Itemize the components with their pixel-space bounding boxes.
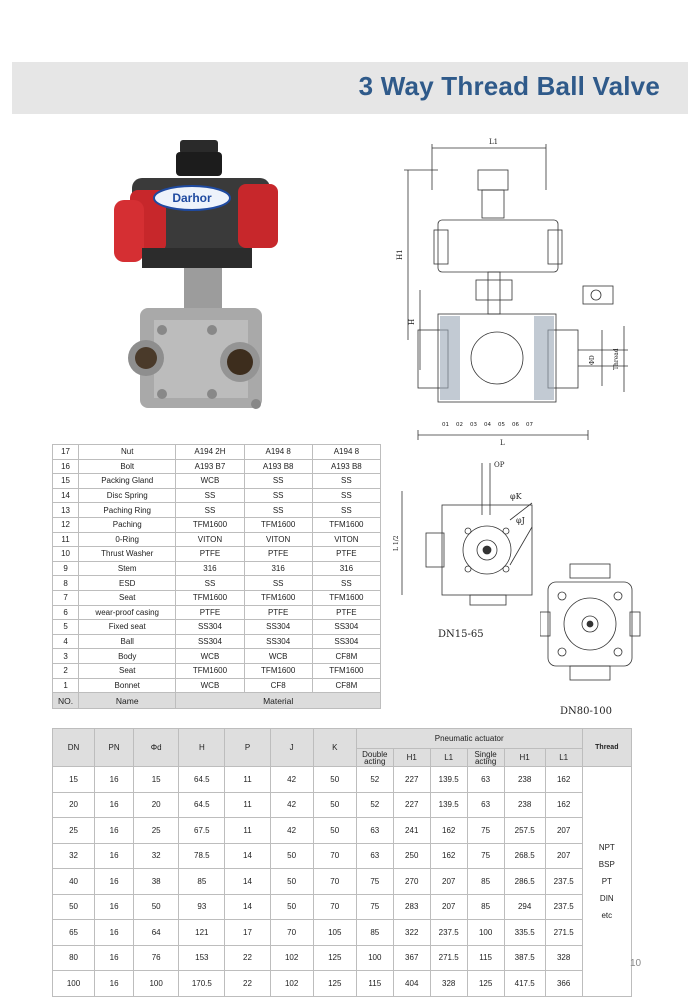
spec-cell: 271.5 bbox=[430, 945, 467, 971]
header-j: J bbox=[270, 729, 313, 767]
parts-cell-m3: A193 B8 bbox=[312, 459, 380, 474]
label-dn-large: DN80-100 bbox=[560, 706, 612, 717]
parts-cell-m3: TFM1600 bbox=[312, 517, 380, 532]
parts-cell-m2: SS304 bbox=[244, 634, 312, 649]
callout-06: 06 bbox=[512, 422, 519, 428]
parts-cell-name: Stem bbox=[79, 561, 176, 576]
header-l1-double: L1 bbox=[430, 749, 467, 767]
parts-cell-no: 16 bbox=[53, 459, 79, 474]
spec-cell: 139.5 bbox=[430, 792, 467, 818]
header-p: P bbox=[225, 729, 270, 767]
label-h: H bbox=[408, 318, 416, 325]
parts-cell-m3: SS304 bbox=[312, 634, 380, 649]
spec-cell: 75 bbox=[356, 894, 393, 920]
label-l: L bbox=[500, 439, 505, 447]
parts-cell-m3: A194 8 bbox=[312, 445, 380, 460]
parts-cell-no: 17 bbox=[53, 445, 79, 460]
label-thread: Thread bbox=[613, 348, 620, 370]
parts-cell-m3: SS304 bbox=[312, 620, 380, 635]
spec-cell: 50 bbox=[53, 894, 95, 920]
spec-row bbox=[53, 971, 632, 997]
spec-cell: 63 bbox=[467, 767, 504, 793]
parts-cell-m3: TFM1600 bbox=[312, 590, 380, 605]
parts-cell-m3: VITON bbox=[312, 532, 380, 547]
spec-cell: 85 bbox=[179, 869, 225, 895]
parts-row bbox=[53, 459, 381, 474]
parts-cell-name: Disc Spring bbox=[79, 488, 176, 503]
spec-cell: 207 bbox=[430, 869, 467, 895]
parts-cell-name: Seat bbox=[79, 590, 176, 605]
top-view-small bbox=[390, 455, 540, 645]
spec-cell: 286.5 bbox=[504, 869, 545, 895]
spec-cell: 162 bbox=[545, 792, 582, 818]
spec-cell: 50 bbox=[134, 894, 179, 920]
parts-cell-m1: TFM1600 bbox=[176, 590, 244, 605]
parts-cell-no: 14 bbox=[53, 488, 79, 503]
spec-cell: 85 bbox=[356, 920, 393, 946]
thread-types-cell bbox=[582, 767, 631, 997]
parts-cell-no: 9 bbox=[53, 561, 79, 576]
parts-cell-m2: SS bbox=[244, 488, 312, 503]
parts-cell-m1: A194 2H bbox=[176, 445, 244, 460]
parts-cell-m2: PTFE bbox=[244, 605, 312, 620]
spec-row bbox=[53, 843, 632, 869]
header-h: H bbox=[179, 729, 225, 767]
spec-cell: 70 bbox=[270, 920, 313, 946]
spec-cell: 250 bbox=[393, 843, 430, 869]
spec-cell: 153 bbox=[179, 945, 225, 971]
parts-cell-name: ESD bbox=[79, 576, 176, 591]
spec-cell: 121 bbox=[179, 920, 225, 946]
brand-logo-text: Darhor bbox=[172, 191, 212, 205]
label-phi-d: ΦD bbox=[589, 355, 596, 365]
thread-type: NPT bbox=[598, 842, 615, 852]
parts-cell-m3: PTFE bbox=[312, 605, 380, 620]
spec-cell: 16 bbox=[95, 920, 134, 946]
parts-cell-no: 13 bbox=[53, 503, 79, 518]
parts-table bbox=[52, 444, 381, 709]
parts-cell-m2: PTFE bbox=[244, 547, 312, 562]
spec-row bbox=[53, 818, 632, 844]
parts-cell-name: Paching Ring bbox=[79, 503, 176, 518]
label-dn-small: DN15-65 bbox=[438, 629, 484, 640]
spec-cell: 100 bbox=[356, 945, 393, 971]
spec-table-body bbox=[53, 767, 632, 997]
sectional-drawing bbox=[378, 130, 698, 450]
thread-type: DIN bbox=[599, 893, 614, 903]
spec-cell: 64 bbox=[134, 920, 179, 946]
spec-cell: 328 bbox=[545, 945, 582, 971]
spec-cell: 16 bbox=[95, 869, 134, 895]
callout-02: 02 bbox=[456, 422, 463, 428]
spec-cell: 268.5 bbox=[504, 843, 545, 869]
parts-table-body bbox=[53, 445, 381, 709]
spec-cell: 22 bbox=[225, 971, 270, 997]
header-dn: DN bbox=[53, 729, 95, 767]
spec-cell: 237.5 bbox=[545, 869, 582, 895]
label-phi-k: φK bbox=[510, 492, 522, 501]
parts-cell-name: 0-Ring bbox=[79, 532, 176, 547]
spec-cell: 125 bbox=[313, 945, 356, 971]
spec-cell: 367 bbox=[393, 945, 430, 971]
parts-cell-m2: TFM1600 bbox=[244, 663, 312, 678]
parts-cell-name: wear-proof casing bbox=[79, 605, 176, 620]
thread-type: BSP bbox=[598, 859, 615, 869]
parts-header-no: NO. bbox=[53, 693, 79, 709]
parts-cell-no: 1 bbox=[53, 678, 79, 693]
parts-cell-name: Thrust Washer bbox=[79, 547, 176, 562]
spec-cell: 294 bbox=[504, 894, 545, 920]
parts-cell-m1: SS bbox=[176, 488, 244, 503]
parts-cell-m1: TFM1600 bbox=[176, 663, 244, 678]
spec-cell: 125 bbox=[467, 971, 504, 997]
parts-cell-no: 4 bbox=[53, 634, 79, 649]
callout-03: 03 bbox=[470, 422, 477, 428]
spec-cell: 50 bbox=[270, 894, 313, 920]
parts-cell-no: 5 bbox=[53, 620, 79, 635]
spec-cell: 238 bbox=[504, 767, 545, 793]
parts-cell-m1: PTFE bbox=[176, 605, 244, 620]
spec-cell: 14 bbox=[225, 843, 270, 869]
header-single-acting: Single acting bbox=[467, 749, 504, 767]
spec-cell: 78.5 bbox=[179, 843, 225, 869]
spec-cell: 257.5 bbox=[504, 818, 545, 844]
parts-cell-name: Paching bbox=[79, 517, 176, 532]
parts-cell-no: 10 bbox=[53, 547, 79, 562]
parts-cell-no: 11 bbox=[53, 532, 79, 547]
parts-cell-m2: CF8 bbox=[244, 678, 312, 693]
spec-cell: 404 bbox=[393, 971, 430, 997]
spec-cell: 76 bbox=[134, 945, 179, 971]
parts-row bbox=[53, 445, 381, 460]
spec-cell: 50 bbox=[270, 869, 313, 895]
parts-cell-m3: CF8M bbox=[312, 649, 380, 664]
parts-cell-m1: SS304 bbox=[176, 620, 244, 635]
spec-cell: 16 bbox=[95, 945, 134, 971]
parts-cell-no: 7 bbox=[53, 590, 79, 605]
parts-row bbox=[53, 517, 381, 532]
label-l1: L1 bbox=[489, 138, 499, 146]
spec-cell: 237.5 bbox=[430, 920, 467, 946]
spec-table bbox=[52, 728, 632, 997]
spec-cell: 115 bbox=[356, 971, 393, 997]
parts-row bbox=[53, 634, 381, 649]
parts-cell-m2: SS304 bbox=[244, 620, 312, 635]
parts-cell-m1: A193 B7 bbox=[176, 459, 244, 474]
spec-cell: 16 bbox=[95, 767, 134, 793]
parts-cell-no: 12 bbox=[53, 517, 79, 532]
spec-cell: 366 bbox=[545, 971, 582, 997]
spec-row bbox=[53, 920, 632, 946]
parts-cell-name: Bolt bbox=[79, 459, 176, 474]
spec-cell: 42 bbox=[270, 792, 313, 818]
spec-cell: 42 bbox=[270, 818, 313, 844]
callout-07: 07 bbox=[526, 422, 533, 428]
parts-cell-m3: 316 bbox=[312, 561, 380, 576]
parts-cell-name: Seat bbox=[79, 663, 176, 678]
callout-04: 04 bbox=[484, 422, 491, 428]
spec-cell: 15 bbox=[53, 767, 95, 793]
parts-cell-no: 3 bbox=[53, 649, 79, 664]
spec-row bbox=[53, 869, 632, 895]
parts-row bbox=[53, 488, 381, 503]
parts-row bbox=[53, 663, 381, 678]
spec-row bbox=[53, 894, 632, 920]
parts-cell-name: Fixed seat bbox=[79, 620, 176, 635]
spec-cell: 50 bbox=[313, 767, 356, 793]
parts-cell-no: 6 bbox=[53, 605, 79, 620]
top-view-large bbox=[540, 560, 690, 720]
spec-cell: 75 bbox=[356, 869, 393, 895]
parts-row bbox=[53, 620, 381, 635]
spec-cell: 283 bbox=[393, 894, 430, 920]
label-phi-j: φJ bbox=[516, 516, 525, 525]
header-thread: Thread bbox=[582, 729, 631, 767]
label-op: OP bbox=[494, 461, 505, 469]
header-h1-single: H1 bbox=[504, 749, 545, 767]
spec-cell: 207 bbox=[430, 894, 467, 920]
spec-cell: 38 bbox=[134, 869, 179, 895]
thread-type: PT bbox=[601, 876, 612, 886]
callout-01: 01 bbox=[442, 422, 449, 428]
parts-cell-name: Nut bbox=[79, 445, 176, 460]
spec-cell: 335.5 bbox=[504, 920, 545, 946]
spec-cell: 85 bbox=[467, 894, 504, 920]
spec-cell: 40 bbox=[53, 869, 95, 895]
header-l1-single: L1 bbox=[545, 749, 582, 767]
parts-cell-m1: WCB bbox=[176, 474, 244, 489]
spec-cell: 70 bbox=[313, 869, 356, 895]
header-h1-double: H1 bbox=[393, 749, 430, 767]
spec-cell: 14 bbox=[225, 869, 270, 895]
spec-cell: 11 bbox=[225, 792, 270, 818]
spec-cell: 22 bbox=[225, 945, 270, 971]
spec-cell: 52 bbox=[356, 792, 393, 818]
parts-cell-name: Ball bbox=[79, 634, 176, 649]
parts-cell-no: 2 bbox=[53, 663, 79, 678]
parts-cell-m3: SS bbox=[312, 503, 380, 518]
parts-cell-m2: WCB bbox=[244, 649, 312, 664]
spec-cell: 125 bbox=[313, 971, 356, 997]
spec-cell: 70 bbox=[313, 843, 356, 869]
parts-cell-m2: A194 8 bbox=[244, 445, 312, 460]
parts-row bbox=[53, 532, 381, 547]
spec-cell: 100 bbox=[467, 920, 504, 946]
page-title: 3 Way Thread Ball Valve bbox=[358, 71, 660, 101]
header-pn: PN bbox=[95, 729, 134, 767]
spec-cell: 75 bbox=[467, 818, 504, 844]
header-pneumatic-actuator: Pneumatic actuator bbox=[356, 729, 582, 749]
spec-cell: 64.5 bbox=[179, 767, 225, 793]
spec-row bbox=[53, 945, 632, 971]
spec-cell: 25 bbox=[134, 818, 179, 844]
spec-cell: 75 bbox=[467, 843, 504, 869]
parts-header-row bbox=[53, 693, 381, 709]
spec-cell: 16 bbox=[95, 843, 134, 869]
spec-cell: 207 bbox=[545, 843, 582, 869]
spec-cell: 42 bbox=[270, 767, 313, 793]
spec-cell: 70 bbox=[313, 894, 356, 920]
page-number: 10 bbox=[630, 958, 642, 969]
spec-cell: 162 bbox=[430, 843, 467, 869]
spec-cell: 50 bbox=[270, 843, 313, 869]
spec-cell: 14 bbox=[225, 894, 270, 920]
spec-cell: 20 bbox=[134, 792, 179, 818]
parts-cell-m1: WCB bbox=[176, 678, 244, 693]
parts-row bbox=[53, 678, 381, 693]
spec-cell: 11 bbox=[225, 818, 270, 844]
parts-header-material: Material bbox=[176, 693, 381, 709]
spec-cell: 64.5 bbox=[179, 792, 225, 818]
parts-header-name: Name bbox=[79, 693, 176, 709]
parts-cell-m3: SS bbox=[312, 488, 380, 503]
parts-row bbox=[53, 547, 381, 562]
thread-type: etc bbox=[601, 910, 613, 920]
parts-cell-m2: A193 B8 bbox=[244, 459, 312, 474]
spec-row bbox=[53, 767, 632, 793]
parts-cell-m2: TFM1600 bbox=[244, 517, 312, 532]
spec-cell: 237.5 bbox=[545, 894, 582, 920]
spec-cell: 63 bbox=[467, 792, 504, 818]
label-h1: H1 bbox=[396, 249, 404, 260]
spec-cell: 162 bbox=[545, 767, 582, 793]
spec-cell: 102 bbox=[270, 971, 313, 997]
parts-cell-m1: WCB bbox=[176, 649, 244, 664]
spec-cell: 227 bbox=[393, 767, 430, 793]
spec-cell: 93 bbox=[179, 894, 225, 920]
spec-cell: 67.5 bbox=[179, 818, 225, 844]
spec-cell: 85 bbox=[467, 869, 504, 895]
parts-cell-m1: 316 bbox=[176, 561, 244, 576]
parts-cell-m2: SS bbox=[244, 503, 312, 518]
spec-cell: 16 bbox=[95, 818, 134, 844]
spec-cell: 16 bbox=[95, 894, 134, 920]
spec-cell: 52 bbox=[356, 767, 393, 793]
spec-cell: 80 bbox=[53, 945, 95, 971]
spec-cell: 16 bbox=[95, 792, 134, 818]
spec-cell: 11 bbox=[225, 767, 270, 793]
title-band bbox=[12, 62, 688, 114]
parts-row bbox=[53, 605, 381, 620]
spec-cell: 387.5 bbox=[504, 945, 545, 971]
spec-cell: 207 bbox=[545, 818, 582, 844]
parts-cell-m2: 316 bbox=[244, 561, 312, 576]
parts-cell-m3: CF8M bbox=[312, 678, 380, 693]
parts-cell-m1: VITON bbox=[176, 532, 244, 547]
spec-cell: 32 bbox=[53, 843, 95, 869]
spec-cell: 105 bbox=[313, 920, 356, 946]
parts-cell-m2: VITON bbox=[244, 532, 312, 547]
spec-cell: 322 bbox=[393, 920, 430, 946]
spec-cell: 115 bbox=[467, 945, 504, 971]
spec-cell: 17 bbox=[225, 920, 270, 946]
parts-cell-m1: SS bbox=[176, 576, 244, 591]
spec-cell: 102 bbox=[270, 945, 313, 971]
parts-cell-m3: SS bbox=[312, 576, 380, 591]
header-phid: Φd bbox=[134, 729, 179, 767]
parts-cell-m1: SS bbox=[176, 503, 244, 518]
spec-cell: 32 bbox=[134, 843, 179, 869]
parts-cell-name: Packing Gland bbox=[79, 474, 176, 489]
spec-cell: 170.5 bbox=[179, 971, 225, 997]
parts-row bbox=[53, 590, 381, 605]
parts-cell-m2: TFM1600 bbox=[244, 590, 312, 605]
parts-row bbox=[53, 474, 381, 489]
parts-row bbox=[53, 649, 381, 664]
spec-row bbox=[53, 792, 632, 818]
spec-cell: 139.5 bbox=[430, 767, 467, 793]
spec-cell: 271.5 bbox=[545, 920, 582, 946]
parts-cell-no: 15 bbox=[53, 474, 79, 489]
parts-cell-m3: TFM1600 bbox=[312, 663, 380, 678]
spec-cell: 50 bbox=[313, 818, 356, 844]
spec-cell: 227 bbox=[393, 792, 430, 818]
parts-cell-m1: PTFE bbox=[176, 547, 244, 562]
parts-row bbox=[53, 576, 381, 591]
spec-cell: 270 bbox=[393, 869, 430, 895]
parts-row bbox=[53, 561, 381, 576]
parts-cell-m2: SS bbox=[244, 576, 312, 591]
callout-05: 05 bbox=[498, 422, 505, 428]
parts-cell-m1: SS304 bbox=[176, 634, 244, 649]
spec-cell: 15 bbox=[134, 767, 179, 793]
spec-cell: 241 bbox=[393, 818, 430, 844]
parts-cell-name: Bonnet bbox=[79, 678, 176, 693]
spec-cell: 100 bbox=[134, 971, 179, 997]
spec-cell: 238 bbox=[504, 792, 545, 818]
spec-cell: 65 bbox=[53, 920, 95, 946]
spec-cell: 50 bbox=[313, 792, 356, 818]
spec-cell: 20 bbox=[53, 792, 95, 818]
parts-cell-m1: TFM1600 bbox=[176, 517, 244, 532]
header-double-acting: Double acting bbox=[356, 749, 393, 767]
label-l-half: L 1/2 bbox=[393, 535, 400, 551]
spec-cell: 100 bbox=[53, 971, 95, 997]
parts-cell-name: Body bbox=[79, 649, 176, 664]
valve-photo bbox=[92, 140, 302, 430]
spec-cell: 63 bbox=[356, 818, 393, 844]
spec-cell: 25 bbox=[53, 818, 95, 844]
spec-cell: 16 bbox=[95, 971, 134, 997]
spec-cell: 328 bbox=[430, 971, 467, 997]
spec-cell: 417.5 bbox=[504, 971, 545, 997]
parts-cell-no: 8 bbox=[53, 576, 79, 591]
spec-cell: 162 bbox=[430, 818, 467, 844]
parts-row bbox=[53, 503, 381, 518]
parts-cell-m2: SS bbox=[244, 474, 312, 489]
spec-cell: 63 bbox=[356, 843, 393, 869]
parts-cell-m3: PTFE bbox=[312, 547, 380, 562]
header-k: K bbox=[313, 729, 356, 767]
parts-cell-m3: SS bbox=[312, 474, 380, 489]
